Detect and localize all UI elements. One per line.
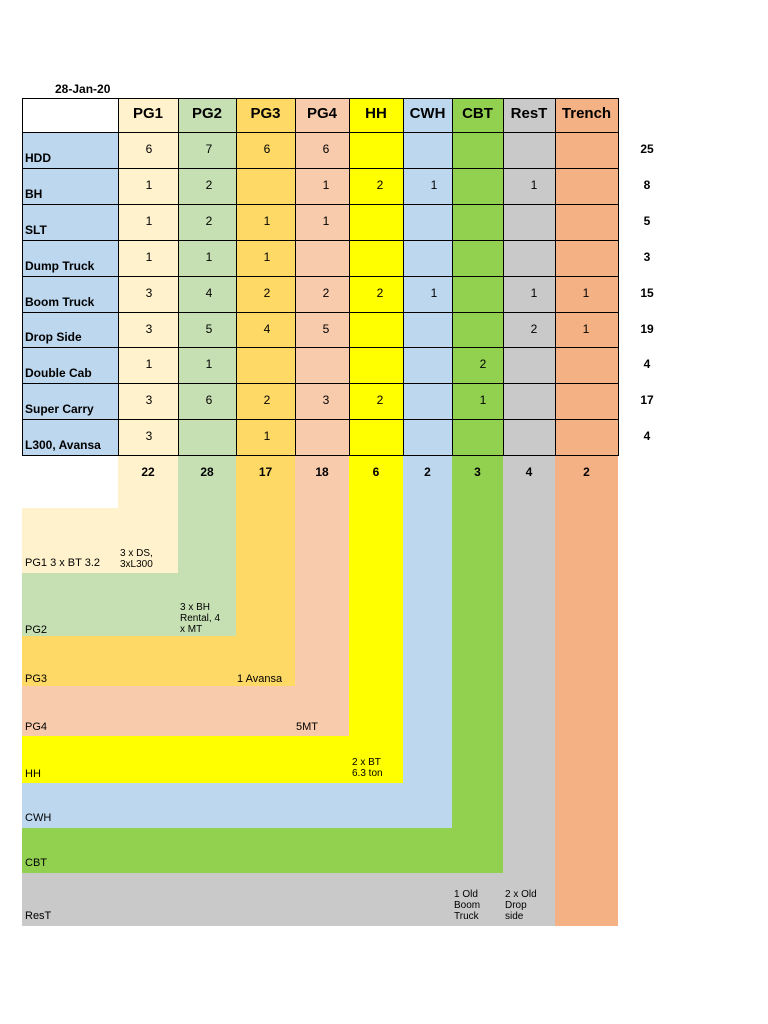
table-cell: 1	[322, 178, 330, 192]
group-label-cbt: CBT	[25, 857, 47, 869]
column-header-trench: Trench	[561, 105, 612, 122]
grid-hline	[22, 132, 619, 133]
note-cbt: 1 Old Boom Truck	[454, 889, 481, 922]
table-cell: 1	[479, 393, 487, 407]
table-cell: 2	[479, 357, 487, 371]
table-cell: 1	[145, 178, 153, 192]
grid-vline	[555, 98, 556, 456]
column-header-pg4: PG4	[306, 105, 337, 122]
group-label-pg2: PG2	[25, 624, 48, 636]
note-hh: 2 x BT 6.3 ton	[352, 757, 383, 779]
stair-strip-pg4	[295, 455, 349, 736]
column-header-cwh: CWH	[409, 105, 446, 122]
grid-vline	[452, 98, 453, 456]
table-cell: 6	[205, 393, 213, 407]
stair-strip-hh	[349, 455, 403, 783]
row-label: Dump Truck	[25, 259, 95, 273]
table-cell: 4	[263, 322, 271, 336]
grid-hline	[22, 168, 619, 169]
table-cell: 1	[205, 357, 213, 371]
stair-strip-trench	[555, 455, 618, 926]
table-cell: 2	[376, 178, 384, 192]
table-cell: 2	[205, 214, 213, 228]
grid-hline	[22, 240, 619, 241]
stair-band-hh	[22, 736, 349, 783]
table-cell: 1	[322, 214, 330, 228]
table-cell: 5	[205, 322, 213, 336]
stair-strip-cbt	[452, 455, 503, 873]
column-total-trench: 2	[583, 465, 590, 479]
table-cell: 1	[145, 357, 153, 371]
group-label-pg4: PG4	[25, 721, 48, 733]
table-cell: 6	[145, 142, 153, 156]
grid-vline	[118, 98, 119, 456]
column-header-cbt: CBT	[462, 105, 493, 122]
group-label-cwh: CWH	[25, 812, 52, 824]
group-label-pg1: PG1 3 x BT 3.2	[25, 557, 101, 569]
table-cell: 1	[582, 322, 590, 336]
row-total: 4	[643, 429, 651, 443]
report-date: 28-Jan-20	[55, 82, 111, 96]
group-label-rest: ResT	[25, 910, 52, 922]
column-total-pg3: 17	[258, 465, 273, 479]
table-cell: 2	[322, 286, 330, 300]
column-total-pg4: 18	[315, 465, 329, 479]
row-total: 19	[640, 322, 654, 336]
table-cell: 2	[263, 286, 271, 300]
table-cell: 3	[145, 393, 153, 407]
grid-hline	[22, 347, 619, 348]
note-pg3: 1 Avansa	[237, 673, 283, 685]
table-cell: 6	[322, 142, 330, 156]
table-cell: 1	[263, 214, 271, 228]
table-cell: 3	[145, 286, 153, 300]
table-cell: 1	[530, 286, 538, 300]
table-cell: 7	[205, 142, 213, 156]
table-cell: 1	[145, 214, 153, 228]
stair-strip-rest	[503, 455, 555, 926]
stair-band-cbt	[22, 828, 452, 873]
table-cell: 3	[322, 393, 330, 407]
row-label: BH	[25, 187, 43, 201]
table-cell: 2	[376, 286, 384, 300]
header-blank-cell	[22, 98, 118, 132]
column-total-pg1: 22	[141, 465, 155, 479]
grid-hline	[22, 419, 619, 420]
row-label: Boom Truck	[25, 295, 95, 309]
grid-hline	[22, 455, 619, 456]
grid-vline	[503, 98, 504, 456]
grid-vline	[349, 98, 350, 456]
table-cell: 6	[263, 142, 271, 156]
table-cell: 1	[145, 250, 153, 264]
column-header-pg1: PG1	[132, 105, 163, 122]
row-total: 25	[640, 142, 654, 156]
note-pg4: 5MT	[296, 721, 318, 733]
group-label-hh: HH	[25, 768, 41, 780]
column-header-pg2: PG2	[191, 105, 222, 122]
stair-band-cwh	[22, 783, 403, 828]
row-total: 8	[643, 178, 651, 192]
table-cell: 2	[376, 393, 384, 407]
row-label: SLT	[25, 223, 47, 237]
grid-vline	[295, 98, 296, 456]
note-pg2: 3 x BH Rental, 4 x MT	[180, 602, 221, 635]
grid-vline	[22, 98, 23, 456]
column-header-pg3: PG3	[250, 105, 281, 122]
stair-band-pg3	[22, 636, 236, 686]
table-cell: 1	[205, 250, 213, 264]
stair-strip-cwh	[403, 455, 452, 828]
stair-strip-pg3	[236, 455, 295, 686]
row-total: 17	[640, 393, 654, 407]
grid-hline	[22, 276, 619, 277]
column-total-hh: 6	[372, 465, 380, 479]
grid-hline	[22, 98, 619, 99]
grid-vline	[178, 98, 179, 456]
grid-hline	[22, 204, 619, 205]
row-label: Drop Side	[25, 330, 82, 344]
table-cell: 3	[145, 322, 153, 336]
column-total-pg2: 28	[200, 465, 214, 479]
table-cell: 1	[263, 429, 271, 443]
column-total-cbt: 3	[474, 465, 481, 479]
group-label-pg3: PG3	[25, 673, 48, 685]
table-cell: 2	[530, 322, 538, 336]
grid-vline	[403, 98, 404, 456]
row-label: Double Cab	[25, 366, 92, 380]
column-total-cwh: 2	[424, 465, 431, 479]
row-total: 3	[643, 250, 651, 264]
column-header-rest: ResT	[510, 105, 548, 122]
table-cell: 1	[263, 250, 271, 264]
grid-vline	[236, 98, 237, 456]
column-header-hh: HH	[365, 105, 387, 122]
grid-vline	[618, 98, 619, 456]
row-label: HDD	[25, 151, 51, 165]
table-cell: 3	[145, 429, 153, 443]
table-cell: 1	[430, 286, 438, 300]
row-label: Super Carry	[25, 402, 94, 416]
row-total: 15	[640, 286, 654, 300]
grid-hline	[22, 383, 619, 384]
table-cell: 2	[263, 393, 271, 407]
table-cell: 5	[322, 322, 330, 336]
table-cell: 1	[430, 178, 438, 192]
table-cell: 2	[205, 178, 213, 192]
stair-band-rest	[22, 873, 503, 926]
row-label: L300, Avansa	[25, 438, 101, 452]
note-pg1: 3 x DS, 3xL300	[120, 548, 153, 570]
note-rest: 2 x Old Drop side	[505, 889, 537, 922]
column-total-rest: 4	[525, 465, 533, 479]
table-cell: 1	[530, 178, 538, 192]
table-cell: 1	[582, 286, 590, 300]
stair-band-pg4	[22, 686, 295, 736]
row-total: 5	[643, 214, 651, 228]
table-cell: 4	[205, 286, 213, 300]
grid-hline	[22, 312, 619, 313]
row-total: 4	[643, 357, 651, 371]
